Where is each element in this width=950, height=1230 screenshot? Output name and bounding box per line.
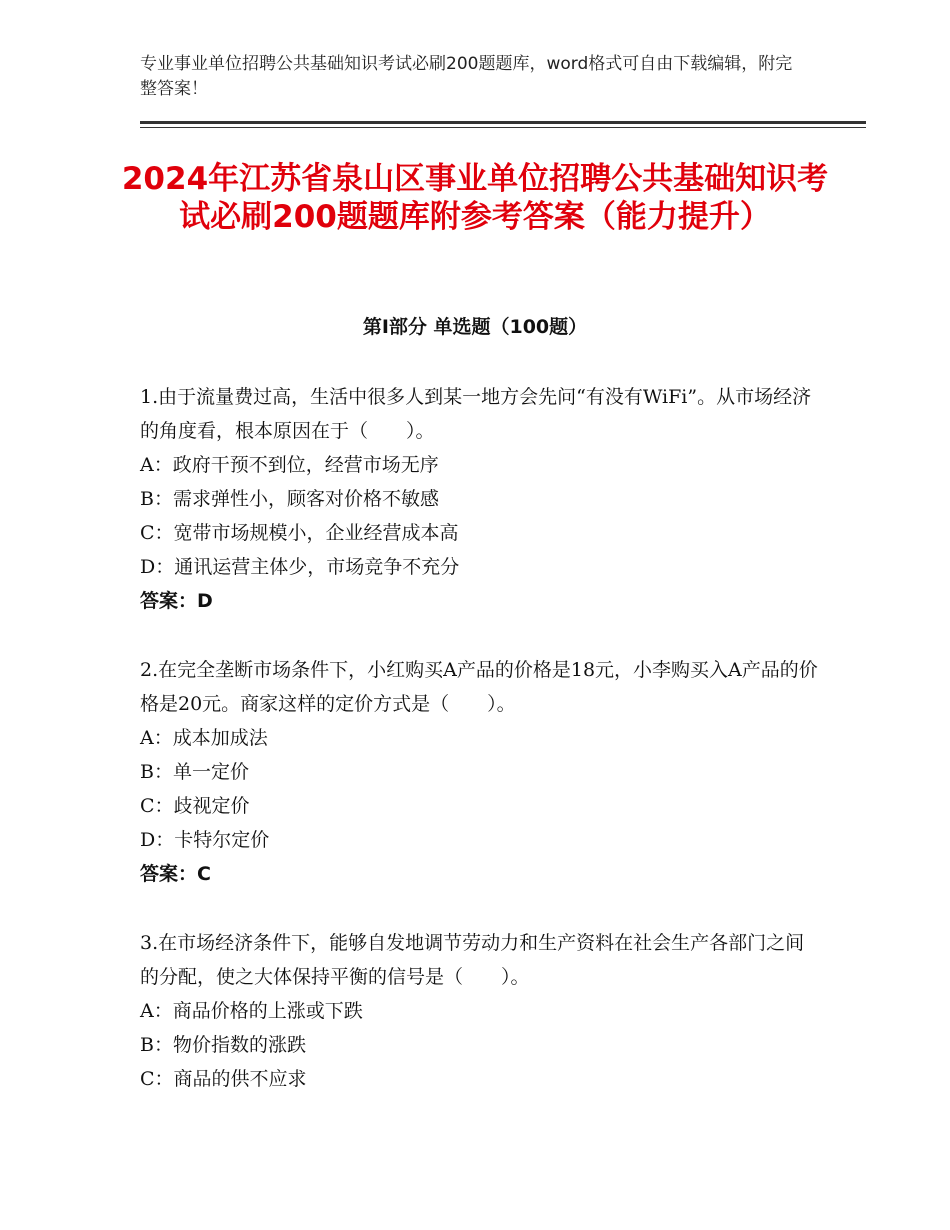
- option-b: B：需求弹性小，顾客对价格不敏感: [140, 488, 439, 510]
- option-c: C：歧视定价: [140, 795, 250, 817]
- answer: 答案：D: [140, 590, 213, 612]
- question-stem: 1.由于流量费过高，生活中很多人到某一地方会先问“有没有WiFi”。从市场经济的角度看，根本原因在于（ ）。: [140, 386, 812, 442]
- question-1: [140, 380, 820, 618]
- document-title: 2024年江苏省泉山区事业单位招聘公共基础知识考试必刷200题题库附参考答案（能力提升）: [121, 161, 829, 235]
- header-note: 专业事业单位招聘公共基础知识考试必刷200题题库，word格式可自由下载编辑，附完整答案！: [140, 54, 793, 99]
- question-stem: 3.在市场经济条件下，能够自发地调节劳动力和生产资料在社会生产各部门之间的分配，使之大体保持平衡的信号是（ ）。: [140, 932, 805, 988]
- header-rule-thin: [140, 127, 866, 128]
- option-a: A：成本加成法: [140, 727, 268, 749]
- section-title: 第I部分 单选题（100题）: [362, 316, 588, 338]
- option-c: C：宽带市场规模小，企业经营成本高: [140, 522, 459, 544]
- option-d: D：通讯运营主体少，市场竞争不充分: [140, 556, 460, 578]
- question-stem: 2.在完全垄断市场条件下，小红购买A产品的价格是18元，小李购买入A产品的价格是20元。商家这样的定价方式是（ ）。: [140, 659, 818, 715]
- option-c: C：商品的供不应求: [140, 1068, 307, 1090]
- option-d: D：卡特尔定价: [140, 829, 270, 851]
- answer: 答案：C: [140, 863, 211, 885]
- option-a: A：商品价格的上涨或下跌: [140, 1000, 363, 1022]
- question-2: [140, 653, 820, 891]
- option-b: B：物价指数的涨跌: [140, 1034, 306, 1056]
- header-rule-thick: [140, 121, 866, 124]
- option-a: A：政府干预不到位，经营市场无序: [140, 454, 439, 476]
- option-b: B：单一定价: [140, 761, 249, 783]
- question-3: [140, 926, 820, 1096]
